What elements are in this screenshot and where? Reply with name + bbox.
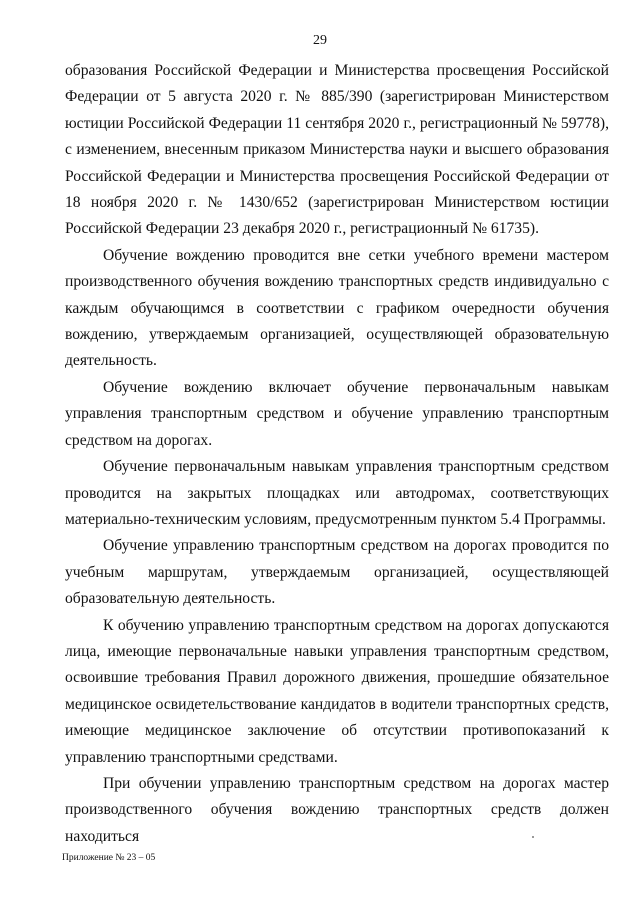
document-body	[65, 58, 609, 850]
paragraph-admission: К обучению управлению транспортным средством на дорогах допускаются лица, имеющие первоначальные навыки управления транспортным средством, освоившие требования Правил дорожного движения, прошедшие обязательное медицинское освидетельствование кандидатов в водители транспортных средств, имеющие медицинское заключение об отсутствии противопоказаний к управлению транспортными средствами.	[65, 616, 609, 766]
paragraph-instructor: При обучении управлению транспортным средством на дорогах мастер производственного обучения вождению транспортных средств должен находиться	[65, 774, 609, 845]
paragraph-initial-skills: Обучение первоначальным навыкам управления транспортным средством проводится на закрытых площадках или автодромах, соответствующих материально-техническим условиям, предусмотренным пунктом 5.4 Программы.	[65, 458, 609, 528]
page-footer: Приложение № 23 – 05	[62, 853, 156, 863]
paragraph-continuation: образования Российской Федерации и Министерства просвещения Российской Федерации от 5 августа 2020 г. № 885/390 (зарегистрирован Министерством юстиции Российской Федерации 11 сентября 2020 г., регистрационный № 59778), с изменением, внесенным приказом Министерства науки и высшего образования Российской Федерации и Министерства просвещения Российской Федерации от 18 ноября 2020 г. № 1430/652 (зарегистрирован Министерством юстиции Российской Федерации 23 декабря 2020 г., регистрационный № 61735).	[65, 62, 609, 238]
scan-artifact	[532, 836, 534, 838]
paragraph-driving-content: Обучение вождению включает обучение первоначальным навыкам управления транспортным средством и обучение управлению транспортным средством на дорогах.	[65, 378, 609, 449]
paragraph-driving-schedule: Обучение вождению проводится вне сетки учебного времени мастером производственного обучения вождению транспортных средств индивидуально с каждым обучающимся в соответствии с графиком очередности обучения вождению, утверждаемым организацией, осуществляющей образовательную деятельность.	[65, 246, 609, 370]
paragraph-road-routes: Обучение управлению транспортным средством на дорогах проводится по учебным маршрутам, утверждаемым организацией, осуществляющей образовательную деятельность.	[65, 537, 609, 608]
page-number: 29	[313, 33, 327, 48]
